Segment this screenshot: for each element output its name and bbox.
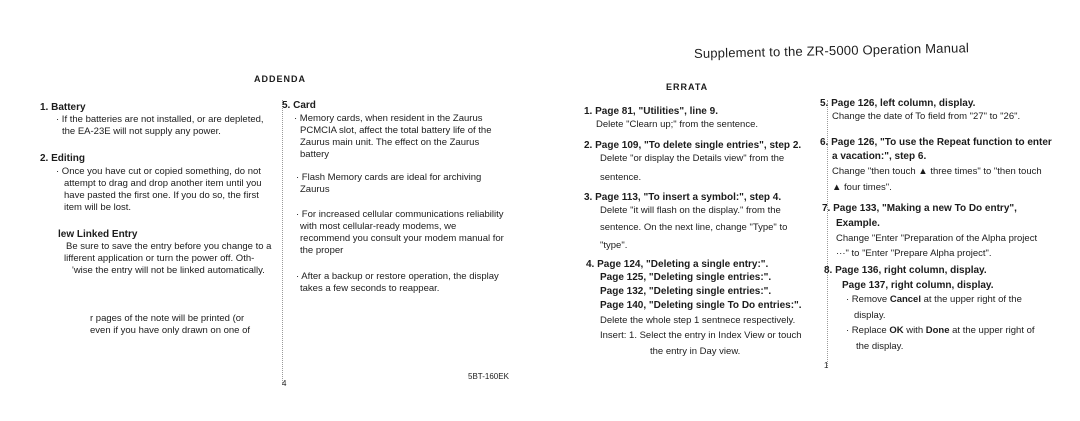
card-line: Zaurus [300,184,330,195]
errata-8-text: at the upper right of [952,325,1035,336]
errata-8-bullet2 [846,325,1035,337]
page-number: 4 [282,379,287,388]
errata-2-line: Delete "or display the Details view" from the [600,153,785,164]
ok-word: OK [889,325,904,336]
linked-entry-line: lifferent application or turn the power off. Oth- [64,253,255,264]
battery-line: · If the batteries are not installed, or are depleted, [56,114,264,125]
errata-2-title: 2. Page 109, "To delete single entries", step 2. [584,140,802,151]
column-divider [282,100,283,385]
errata-4-title: Page 125, "Deleting single entries:". [600,272,772,283]
linked-entry-line: Be sure to save the entry before you change to a [66,241,272,252]
linked-entry-line: 'wise the entry will not be linked automatically. [72,265,265,276]
errata-6-line: ▲ four times". [832,182,892,193]
errata-4-title: Page 140, "Deleting single To Do entries:". [600,300,802,311]
errata-4-line: Delete the whole step 1 sentnece respectively. [600,315,796,326]
card-line: · For increased cellular communications reliability [296,209,504,220]
card-line: battery [300,149,330,160]
errata-3-title: 3. Page 113, "To insert a symbol:", step 4. [584,192,782,203]
battery-title: 1. Battery [40,102,86,113]
card-line: PCMCIA slot, affect the total battery life of the [300,125,492,136]
note-line: even if you have only drawn on one of [90,325,251,336]
card-line: Zaurus main unit. The effect on the Zaurus [300,137,480,148]
errata-2-line: sentence. [600,172,642,183]
card-line: · Memory cards, when resident in the Zaurus [294,113,483,124]
errata-5-title: 5. Page 126, left column, display. [820,98,976,109]
editing-line: · Once you have cut or copied something, do not [56,166,261,177]
card-line: · After a backup or restore operation, the display [296,271,499,282]
errata-3-line: "type". [600,240,628,251]
page-number: 1 [824,361,829,370]
errata-8-text: · Remove [846,294,888,305]
errata-4-line: Insert: 1. Select the entry in Index View or touch [600,330,802,341]
card-title: 5. Card [282,100,316,111]
linked-entry-title: lew Linked Entry [58,229,138,240]
errata-6-line: Change "then touch ▲ three times" to "then touch [832,166,1042,177]
addenda-heading: ADDENDA [254,74,306,84]
errata-8-text: with [906,325,924,336]
supplement-title: Supplement to the ZR-5000 Operation Manual [693,40,970,61]
errata-4-line: the entry in Day view. [650,346,741,357]
errata-8-line: display. [854,310,886,321]
right-page [540,0,1080,421]
errata-7-line: ···" to "Enter "Prepare Alpha project". [836,248,992,259]
editing-line: item will be lost. [64,202,132,213]
errata-3-line: sentence. On the next line, change "Type" to [600,222,788,233]
battery-line: the EA-23E will not supply any power. [62,126,221,137]
errata-4-title: 4. Page 124, "Deleting a single entry:". [586,259,769,270]
errata-7-line: Change "Enter "Preparation of the Alpha project [836,233,1038,244]
errata-8-text: at the upper right of the [923,294,1022,305]
errata-8-bullet1 [846,294,1022,306]
errata-4-title: Page 132, "Deleting single entries:". [600,286,772,297]
errata-6-title: 6. Page 126, "To use the Repeat function to enter [820,137,1052,148]
cancel-word: Cancel [889,294,921,305]
editing-line: attempt to drag and drop another item until you [64,178,262,189]
done-word: Done [925,325,950,336]
card-line: · Flash Memory cards are ideal for archiving [296,172,482,183]
errata-7-title: Example. [836,218,880,229]
card-line: the proper [300,245,344,256]
errata-8-line: the display. [856,341,904,352]
errata-7-title: 7. Page 133, "Making a new To Do entry", [822,203,1017,214]
card-line: takes a few seconds to reappear. [300,283,440,294]
editing-line: have pasted the first one. If you do so, the first [64,190,259,201]
errata-8-title: Page 137, right column, display. [842,280,994,291]
document-code: 5BT-160EK [468,372,509,381]
errata-6-title: a vacation:", step 6. [832,151,927,162]
errata-1-line: Delete "Clearn up;" from the sentence. [596,119,758,130]
errata-3-line: Delete "it will flash on the display." from the [600,205,781,216]
errata-5-line: Change the date of To field from "27" to "26". [832,111,1021,122]
note-line: r pages of the note will be printed (or [90,313,245,324]
errata-heading: ERRATA [666,82,709,92]
card-line: recommend you consult your modem manual for [300,233,504,244]
card-line: with most cellular-ready modems, we [300,221,457,232]
editing-title: 2. Editing [40,153,85,164]
errata-8-text: · Replace [846,325,887,336]
errata-1-title: 1. Page 81, "Utilities", line 9. [584,106,718,117]
errata-8-title: 8. Page 136, right column, display. [824,265,987,276]
